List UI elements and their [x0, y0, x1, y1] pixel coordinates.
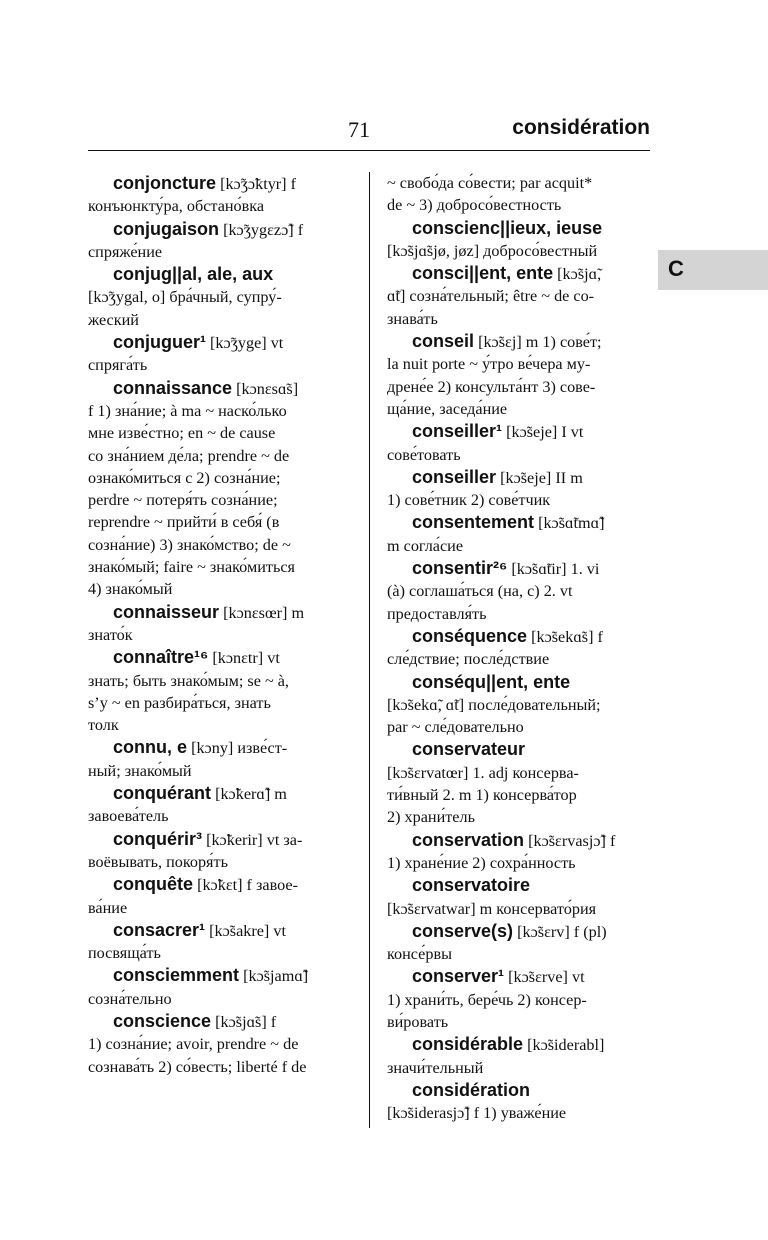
- entry-line: [387, 716, 651, 738]
- dictionary-entry: [387, 466, 651, 512]
- entry-text: ти́вный 2. m 1) консерва́тор: [387, 786, 577, 805]
- entry-text: f 1) зна́ние; à ma ~ наско́лько: [88, 401, 287, 420]
- entry-line: [387, 489, 651, 511]
- entry-line: [88, 873, 352, 896]
- entry-text: созна́ние) 3) знако́мство; de ~: [88, 535, 291, 554]
- entry-text: знава́ть: [387, 309, 438, 328]
- entry-text: [kɔ̃sɛrvasjɔ̃] f: [524, 831, 616, 850]
- entry-text: [kɔ̃sjɑ̃,: [553, 265, 602, 284]
- entry-text: [kɔ̃sɛrv] f (pl): [513, 922, 607, 941]
- headword: conquérir³: [113, 828, 203, 849]
- headword: conjugaison: [113, 218, 220, 239]
- entry-text: ~ свобо́да со́вести; par acquit*: [387, 174, 593, 192]
- dictionary-entry: [387, 874, 651, 920]
- entry-text: ознако́миться с 2) созна́ние;: [88, 468, 281, 487]
- running-head: considération: [512, 116, 650, 139]
- entry-text: [kɔny] изве́ст-: [187, 739, 288, 758]
- headword: considération: [412, 1079, 531, 1100]
- dictionary-entry: [387, 172, 651, 217]
- entry-text: жеский: [88, 310, 139, 329]
- entry-text: [kɔ̃kɛt] f завое-: [193, 876, 298, 895]
- page-number: 71: [348, 117, 370, 142]
- entry-line: [88, 218, 352, 241]
- entry-text: знать; быть знако́мым; se ~ à,: [88, 671, 289, 690]
- entry-line: [387, 217, 651, 240]
- entry-text: ва́ние: [88, 898, 128, 917]
- headword: conquérant: [113, 783, 212, 804]
- entry-line: [387, 376, 651, 398]
- dictionary-entry: [387, 625, 651, 671]
- headword: conservatoire: [412, 875, 531, 896]
- entry-line: [88, 467, 352, 489]
- entry-text: [kɔnɛtr] vt: [208, 649, 280, 668]
- entry-line: [387, 1057, 651, 1079]
- entry-line: [88, 805, 352, 827]
- entry-text: [kɔnɛsœr] m: [219, 603, 305, 622]
- headword: conscienc||ieux, ieuse: [412, 217, 603, 238]
- entry-line: [88, 286, 352, 308]
- dictionary-entry: [88, 377, 352, 601]
- entry-text: [kɔ̃sɛj] m 1) сове́т;: [474, 333, 602, 352]
- entry-line: [387, 535, 651, 557]
- entry-text: посвяща́ть: [88, 944, 161, 963]
- entry-text: 4) знако́мый: [88, 580, 173, 599]
- headword: consciemment: [113, 965, 240, 986]
- entry-line: [88, 692, 352, 714]
- headword: conjoncture: [113, 173, 217, 193]
- dictionary-entry: [387, 217, 651, 263]
- entry-line: [387, 965, 651, 988]
- entry-line: [88, 964, 352, 987]
- entry-text: [kɔ̃seje] I vt: [502, 423, 584, 442]
- entry-line: [387, 398, 651, 420]
- entry-line: [387, 920, 651, 943]
- entry-line: [88, 489, 352, 511]
- entry-line: [88, 646, 352, 669]
- entry-line: [88, 1056, 352, 1078]
- entry-line: [88, 624, 352, 646]
- dictionary-entry: [88, 873, 352, 919]
- entry-line: [88, 172, 352, 195]
- entry-text: [kɔ̃sekɑ̃, ɑ̃t] после́довательный;: [387, 695, 601, 714]
- entry-text: знато́к: [88, 625, 133, 644]
- entry-line: [387, 943, 651, 965]
- entry-line: [88, 309, 352, 331]
- headword: connaître¹⁶: [113, 647, 209, 668]
- entry-line: [387, 989, 651, 1011]
- entry-line: [88, 1033, 352, 1055]
- entry-line: [387, 874, 651, 897]
- headword: consci||ent, ente: [412, 263, 554, 284]
- dictionary-entry: [88, 919, 352, 965]
- entry-line: [387, 444, 651, 466]
- dictionary-column-right: [387, 172, 651, 1124]
- entry-text: 1) храни́ть, бере́чь 2) консер-: [387, 990, 587, 1009]
- entry-line: [387, 829, 651, 852]
- dictionary-entry: [88, 172, 352, 218]
- entry-line: [88, 942, 352, 964]
- entry-line: [88, 195, 352, 217]
- entry-line: [88, 534, 352, 556]
- entry-line: [88, 263, 352, 286]
- dictionary-entry: [387, 1079, 651, 1125]
- entry-line: [88, 760, 352, 782]
- entry-line: [387, 852, 651, 874]
- dictionary-entry: [387, 262, 651, 330]
- entry-text: [kɔ̃sɛrvatœr] 1. adj консерва-: [387, 763, 579, 782]
- headword: connu, e: [113, 737, 188, 758]
- dictionary-entry: [387, 920, 651, 966]
- headword: conjuguer¹: [113, 332, 206, 353]
- dictionary-entry: [88, 782, 352, 828]
- entry-line: [88, 1010, 352, 1033]
- entry-text: [kɔ̃sjɑ̃sjø, jøz] добросо́вестный: [387, 241, 598, 260]
- entry-text: спряже́ние: [88, 242, 163, 261]
- entry-line: [387, 262, 651, 285]
- entry-line: [88, 988, 352, 1010]
- entry-text: [kɔ̃sjɑ̃s] f: [211, 1012, 277, 1031]
- entry-text: сле́дствие; после́дствие: [387, 650, 550, 669]
- entry-line: [387, 603, 651, 625]
- entry-line: [88, 400, 352, 422]
- entry-line: [88, 354, 352, 376]
- entry-line: [387, 625, 651, 648]
- dictionary-entry: [88, 263, 352, 331]
- entry-line: [88, 511, 352, 533]
- entry-text: 1) созна́ние; avoir, prendre ~ de: [88, 1035, 299, 1054]
- entry-text: [kɔ̃sɑ̃tir] 1. vi: [507, 560, 600, 579]
- entry-line: [387, 511, 651, 534]
- entry-text: конъюнкту́ра, обстано́вка: [88, 197, 265, 216]
- entry-line: [88, 897, 352, 919]
- entry-text: консе́рвы: [387, 945, 452, 964]
- entry-line: [387, 898, 651, 920]
- entry-text: значи́тельный: [387, 1058, 484, 1077]
- entry-line: [88, 736, 352, 759]
- entry-text: [kɔ̃kerɑ̃] m: [211, 785, 287, 804]
- headword: connaisseur: [113, 601, 220, 622]
- thumb-index-letter: C: [668, 256, 684, 281]
- entry-text: perdre ~ потеря́ть созна́ние;: [88, 491, 278, 510]
- entry-line: [387, 738, 651, 761]
- entry-text: ща́ние, заседа́ние: [387, 399, 508, 418]
- entry-text: спряга́ть: [88, 356, 148, 375]
- entry-text: s’y ~ en разбира́ться, знать: [88, 693, 271, 712]
- entry-line: [88, 578, 352, 600]
- headword: conséquence: [412, 625, 528, 646]
- entry-text: de ~ 3) добросо́вестность: [387, 196, 562, 215]
- dictionary-entry: [387, 511, 651, 557]
- entry-text: сознава́ть 2) со́весть; liberté f de: [88, 1057, 307, 1076]
- dictionary-entry: [387, 965, 651, 1033]
- entry-line: [387, 557, 651, 580]
- headword: conjug||al, ale, aux: [113, 264, 274, 285]
- headword: conseil: [412, 331, 475, 352]
- entry-text: завоева́тель: [88, 807, 169, 826]
- headword: conservation: [412, 829, 525, 850]
- headword: consentement: [412, 512, 535, 533]
- headword: conseiller¹: [412, 421, 503, 442]
- entry-text: со зна́нием де́ла; prendre ~ de: [88, 446, 290, 465]
- entry-line: [387, 194, 651, 216]
- entry-line: [387, 762, 651, 784]
- entry-text: reprendre ~ прийти́ в себя́ (в: [88, 513, 280, 532]
- entry-text: 1) хране́ние 2) сохра́нность: [387, 853, 576, 872]
- entry-text: ɑ̃t] созна́тельный; être ~ de со-: [387, 287, 595, 306]
- headword: consentir²⁶: [412, 558, 508, 579]
- entry-text: [kɔ̃sjamɑ̃]: [239, 967, 309, 986]
- entry-line: [88, 377, 352, 400]
- entry-text: 1) сове́тник 2) сове́тчик: [387, 491, 551, 510]
- entry-line: [387, 1033, 651, 1056]
- entry-line: [88, 445, 352, 467]
- dictionary-entry: [88, 1010, 352, 1078]
- entry-text: [kɔ̃sakre] vt: [205, 921, 286, 940]
- entry-text: ный; знако́мый: [88, 761, 192, 780]
- dictionary-entry: [88, 828, 352, 874]
- entry-line: [387, 694, 651, 716]
- entry-text: предоставля́ть: [387, 604, 487, 623]
- entry-line: [387, 648, 651, 670]
- headword: conseiller: [412, 466, 497, 487]
- entry-text: сове́товать: [387, 445, 461, 464]
- dictionary-entry: [387, 738, 651, 828]
- entry-text: [kɔ̃siderabl]: [523, 1036, 605, 1055]
- dictionary-entry: [88, 331, 352, 377]
- dictionary-entry: [387, 330, 651, 420]
- entry-line: [387, 806, 651, 828]
- entry-line: [88, 828, 352, 851]
- entry-line: [88, 919, 352, 942]
- header-rule: [88, 150, 650, 151]
- entry-text: (à) соглаша́ться (на, с) 2. vt: [387, 582, 573, 601]
- thumb-index-tab: [658, 250, 768, 290]
- dictionary-entry: [387, 671, 651, 739]
- dictionary-entry: [387, 829, 651, 875]
- headword: conséqu||ent, ente: [412, 671, 571, 692]
- headword: considérable: [412, 1034, 524, 1055]
- entry-line: [387, 285, 651, 307]
- headword: conserver¹: [412, 966, 505, 987]
- entry-line: [88, 851, 352, 873]
- entry-text: m согла́сие: [387, 536, 464, 555]
- entry-text: [kɔ̃sɛrvatwar] m консервато́рия: [387, 899, 597, 918]
- entry-line: [387, 308, 651, 330]
- headword: conserve(s): [412, 920, 514, 941]
- column-divider: [369, 172, 370, 1128]
- dictionary-entry: [88, 736, 352, 782]
- entry-line: [387, 420, 651, 443]
- dictionary-column-left: [88, 172, 352, 1078]
- entry-text: [kɔ̃sɑ̃tmɑ̃]: [534, 514, 605, 533]
- entry-line: [88, 782, 352, 805]
- entry-line: [387, 353, 651, 375]
- entry-text: знако́мый; faire ~ знако́миться: [88, 558, 295, 577]
- headword: conquête: [113, 874, 194, 895]
- entry-line: [88, 714, 352, 736]
- entry-line: [387, 330, 651, 353]
- entry-line: [387, 466, 651, 489]
- entry-text: [kɔ̃ʒygɛzɔ̃] f: [219, 220, 304, 239]
- entry-text: созна́тельно: [88, 989, 172, 1008]
- headword: consacrer¹: [113, 919, 206, 940]
- entry-line: [88, 556, 352, 578]
- entry-line: [387, 1079, 651, 1102]
- entry-text: par ~ сле́довательно: [387, 718, 524, 737]
- entry-text: [kɔ̃sejе] II m: [496, 468, 583, 487]
- entry-text: [kɔ̃sekɑ̃s] f: [527, 627, 603, 646]
- dictionary-entry: [88, 601, 352, 647]
- entry-text: [kɔ̃sɛrve] vt: [504, 968, 585, 987]
- entry-line: [387, 1011, 651, 1033]
- headword: conservateur: [412, 739, 526, 760]
- entry-line: [387, 1102, 651, 1124]
- entry-text: дрене́е 2) консульта́нт 3) сове-: [387, 377, 596, 396]
- entry-text: [kɔ̃siderasjɔ̃] f 1) уваже́ние: [387, 1104, 567, 1123]
- entry-text: [kɔ̃kerir] vt за-: [202, 830, 303, 849]
- entry-text: мне изве́стно; en ~ de cause: [88, 424, 276, 443]
- headword: connaissance: [113, 377, 233, 398]
- entry-text: [kɔ̃ʒygal, o] бра́чный, супру́-: [88, 288, 282, 307]
- entry-text: la nuit porte ~ у́тро ве́чера му-: [387, 355, 591, 374]
- dictionary-entry: [88, 964, 352, 1010]
- entry-text: [kɔnɛsɑ̃s]: [232, 379, 299, 398]
- entry-line: [387, 784, 651, 806]
- dictionary-entry: [387, 557, 651, 625]
- entry-line: [387, 580, 651, 602]
- entry-text: 2) храни́тель: [387, 808, 475, 827]
- entry-line: [88, 331, 352, 354]
- entry-line: [387, 172, 651, 194]
- entry-line: [387, 671, 651, 694]
- dictionary-entry: [387, 420, 651, 466]
- entry-text: ви́ровать: [387, 1012, 449, 1031]
- entry-text: [kɔ̃ʒɔ̃ktyr] f: [216, 175, 297, 193]
- entry-line: [387, 240, 651, 262]
- dictionary-entry: [88, 646, 352, 736]
- dictionary-entry: [88, 218, 352, 264]
- entry-text: [kɔ̃ʒyge] vt: [206, 334, 284, 353]
- dictionary-entry: [387, 1033, 651, 1079]
- entry-line: [88, 422, 352, 444]
- entry-line: [88, 241, 352, 263]
- entry-line: [88, 670, 352, 692]
- entry-text: толк: [88, 716, 119, 735]
- headword: conscience: [113, 1010, 212, 1031]
- entry-line: [88, 601, 352, 624]
- entry-text: воёвывать, покоря́ть: [88, 852, 228, 871]
